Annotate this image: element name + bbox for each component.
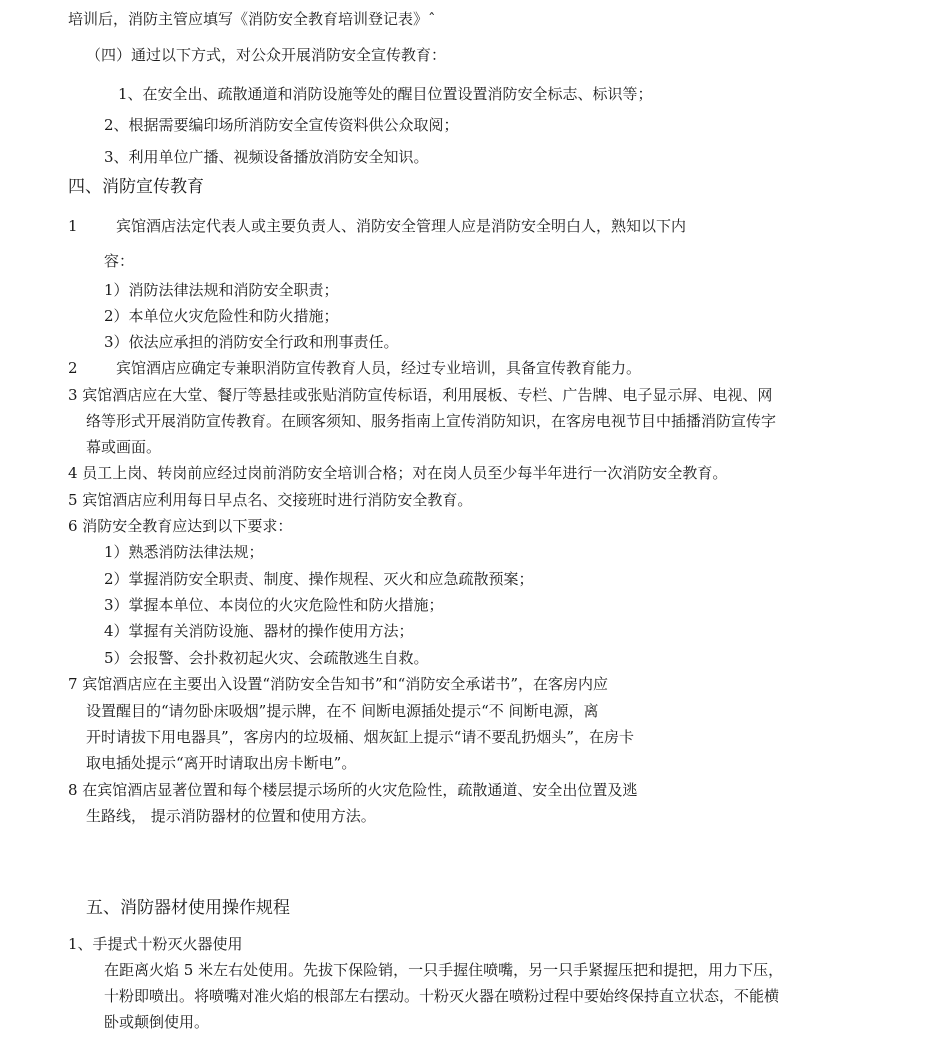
training-record-line: 培训后，消防主管应填写《消防安全教育培训登记表》ˆ (68, 10, 436, 28)
paragraph-text: 设置醒目的“请勿卧床吸烟”提示牌，在不 间断电源插处提示“不 间断电源，离 (86, 702, 599, 720)
paragraph-text: 十粉即喷出。将喷嘴对准火焰的根部左右摆动。十粉灭火器在喷粉过程中要始终保持直立状态，不能横 (104, 987, 780, 1005)
paragraph-text: 6 消防安全教育应达到以下要求： (68, 517, 293, 535)
paragraph-text: 幕或画面。 (86, 438, 162, 456)
paragraph-text: 容： (104, 252, 135, 270)
public-education-heading: （四）通过以下方式，对公众开展消防安全宣传教育： (86, 46, 447, 64)
list-item: 2、根据需要编印场所消防安全宣传资料供公众取阅； (104, 116, 459, 134)
paragraph-text: 在距离火焰 5 米左右处使用。先拔下保险销，一只手握住喷嘴，另一只手紧握压把和提把，用力下压， (104, 961, 784, 979)
list-item: 1、在安全出、疏散通道和消防设施等处的醒目位置设置消防安全标志、标识等； (118, 85, 653, 103)
list-item: 3）掌握本单位、本岗位的火灾危险性和防火措施； (104, 596, 444, 614)
paragraph-text: 开时请拔下用电器具”，客房内的垃圾桶、烟灰缸上提示“请不要乱扔烟头”，在房卡 (86, 728, 635, 746)
section-heading-4: 四、消防宣传教育 (68, 177, 204, 197)
paragraph-text: 络等形式开展消防宣传教育。在顾客须知、服务指南上宣传消防知识，在客房电视节目中插播消防宣传字 (86, 412, 777, 430)
list-item: 5）会报警、会扑救初起火灾、会疏散逃生自救。 (104, 649, 429, 667)
paragraph-text: 5 宾馆酒店应利用每日早点名、交接班时进行消防安全教育。 (68, 491, 473, 509)
paragraph-text: 取电插处提示“离开时请取出房卡断电”。 (86, 754, 357, 772)
list-item: 3）依法应承担的消防安全行政和刑事责任。 (104, 333, 399, 351)
paragraph-text: 生路线， 提示消防器材的位置和使用方法。 (86, 807, 376, 825)
paragraph-text: 宾馆酒店应确定专兼职消防宣传教育人员，经过专业培训，具备宣传教育能力。 (116, 359, 642, 377)
paragraph-text: 8 在宾馆酒店显著位置和每个楼层提示场所的火灾危险性，疏散通道、安全出位置及逃 (68, 781, 638, 799)
list-item: 2）本单位火灾危险性和防火措施； (104, 307, 339, 325)
item-number: 2 (68, 359, 78, 377)
paragraph-text: 7 宾馆酒店应在主要出入设置“消防安全告知书”和“消防安全承诺书”，在客房内应 (68, 675, 608, 693)
list-item: 1）消防法律法规和消防安全职责； (104, 281, 339, 299)
list-item: 3、利用单位广播、视频设备播放消防安全知识。 (104, 148, 429, 166)
section-heading-5: 五、消防器材使用操作规程 (86, 898, 290, 918)
item-number: 1 (68, 217, 78, 235)
paragraph-text: 3 宾馆酒店应在大堂、餐厅等悬挂或张贴消防宣传标语，利用展板、专栏、广告牌、电子显示屏、电视、网 (68, 386, 773, 404)
paragraph-text: 4 员工上岗、转岗前应经过岗前消防安全培训合格；对在岗人员至少每半年进行一次消防安全教育。 (68, 464, 728, 482)
list-item: 1）熟悉消防法律法规； (104, 543, 264, 561)
list-item: 4）掌握有关消防设施、器材的操作使用方法； (104, 622, 414, 640)
paragraph-text: 宾馆酒店法定代表人或主要负责人、消防安全管理人应是消防安全明白人，熟知以下内 (116, 217, 687, 235)
list-item: 2）掌握消防安全职责、制度、操作规程、灭火和应急疏散预案； (104, 570, 534, 588)
subheading: 1、手提式十粉灭火器使用 (68, 935, 243, 953)
paragraph-text: 卧或颠倒使用。 (104, 1013, 210, 1031)
